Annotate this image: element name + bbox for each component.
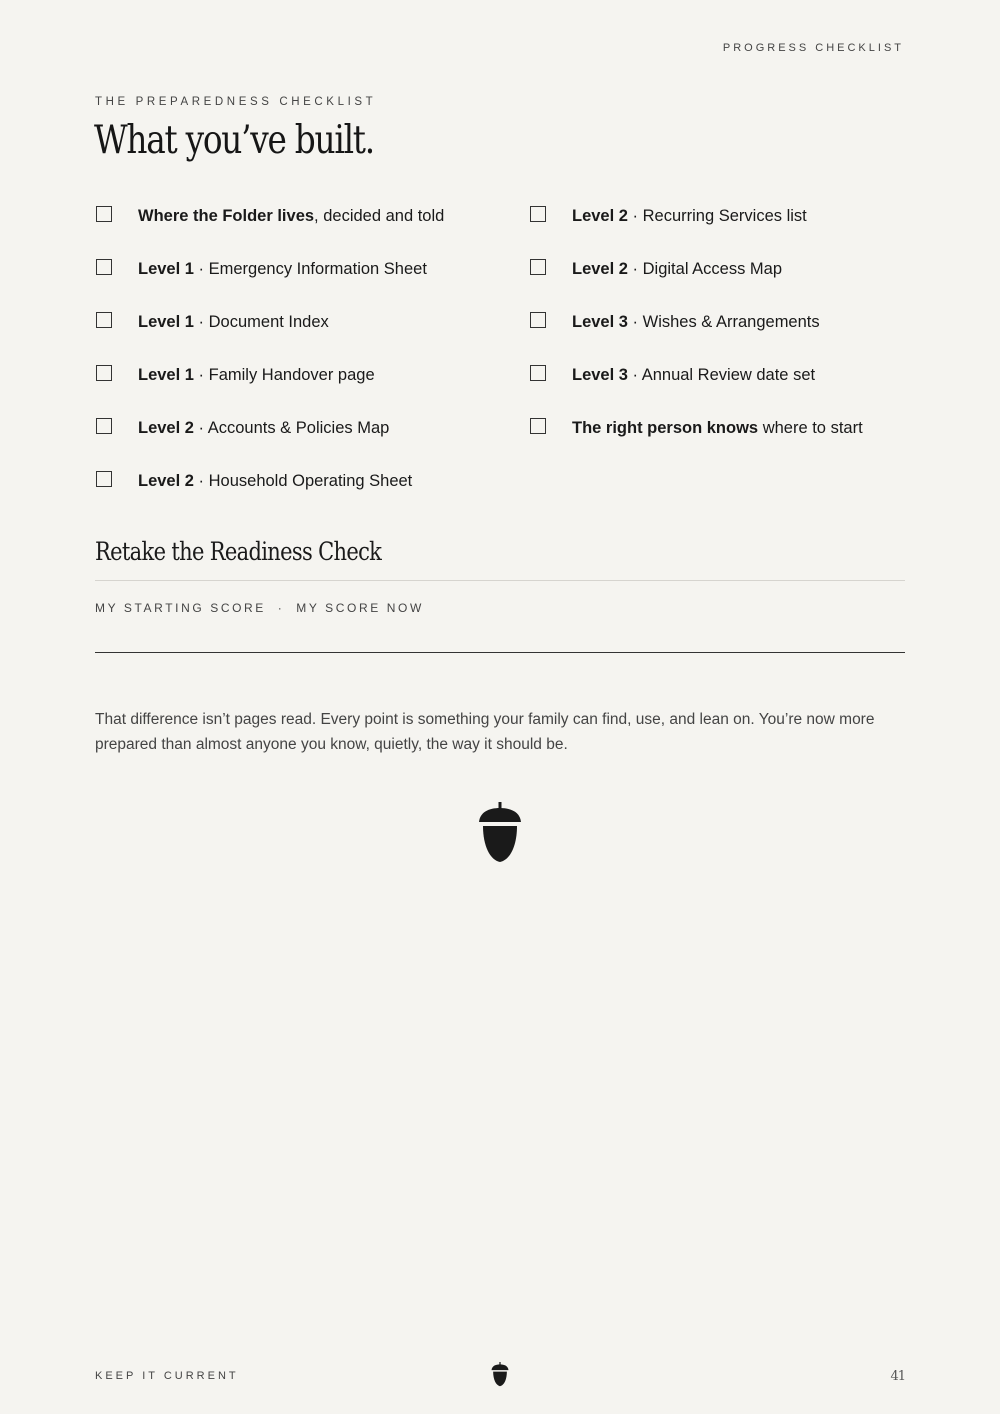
- acorn-icon: [478, 802, 522, 869]
- checkbox[interactable]: [96, 471, 112, 487]
- checkbox[interactable]: [530, 259, 546, 275]
- checklist-item[interactable]: [529, 257, 909, 310]
- checklist-item-label: [138, 472, 412, 491]
- checklist-item[interactable]: [95, 310, 475, 363]
- checklist-item-label: [572, 207, 807, 226]
- checklist-item[interactable]: [95, 416, 475, 469]
- checkbox[interactable]: [96, 312, 112, 328]
- checklist-item-bold: Level 1: [138, 260, 194, 278]
- checklist-item-rest: · Wishes & Arrangements: [627, 313, 820, 331]
- checklist-item[interactable]: [529, 204, 909, 257]
- checklist-item-rest: · Emergency Information Sheet: [193, 260, 427, 278]
- checklist-item-rest: · Annual Review date set: [627, 366, 816, 384]
- checkbox[interactable]: [530, 206, 546, 222]
- checklist-left: [95, 204, 475, 522]
- checklist-item-bold: Level 2: [138, 419, 194, 437]
- page-number: 41: [890, 1369, 905, 1384]
- checklist-item-rest: where to start: [758, 419, 863, 437]
- checklist-item-bold: Level 1: [138, 366, 194, 384]
- checklist-item-label: [138, 260, 427, 279]
- checklist-item-rest: · Recurring Services list: [627, 207, 807, 225]
- checklist-item-label: [138, 366, 375, 385]
- checkbox[interactable]: [530, 418, 546, 434]
- score-label: MY STARTING SCORE · MY SCORE NOW: [95, 601, 424, 615]
- score-write-line[interactable]: [95, 652, 905, 653]
- checkbox[interactable]: [96, 365, 112, 381]
- checklist-item-label: [572, 260, 782, 279]
- checkbox[interactable]: [530, 365, 546, 381]
- divider: [95, 580, 905, 581]
- checklist-item[interactable]: [95, 257, 475, 310]
- checklist-item-label: [138, 207, 444, 226]
- checklist-item[interactable]: [529, 363, 909, 416]
- checklist-item-bold: Level 3: [572, 313, 628, 331]
- checklist-item-bold: Where the Folder lives: [138, 207, 315, 225]
- section-title: Retake the Readiness Check: [95, 537, 382, 566]
- checklist-item-bold: Level 2: [572, 260, 628, 278]
- acorn-icon: [491, 1362, 509, 1392]
- checkbox[interactable]: [96, 418, 112, 434]
- checklist-item-bold: Level 1: [138, 313, 194, 331]
- checklist-item[interactable]: [95, 363, 475, 416]
- checklist-item-rest: , decided and told: [314, 207, 445, 225]
- checklist-right: [529, 204, 909, 469]
- checklist-item-bold: The right person knows: [572, 419, 759, 437]
- running-head: PROGRESS CHECKLIST: [722, 42, 904, 54]
- checklist-item-rest: · Accounts & Policies Map: [193, 419, 390, 437]
- checklist-item-label: [572, 419, 863, 438]
- checklist-item[interactable]: [529, 416, 909, 469]
- body-paragraph: That difference isn’t pages read. Every point is something your family can find, use, and lean on. You’re now more prepared than almost anyone you know, quietly, the way it should be.: [95, 711, 875, 753]
- checklist-item-rest: · Household Operating Sheet: [193, 472, 413, 490]
- kicker: THE PREPAREDNESS CHECKLIST: [95, 96, 377, 108]
- checklist-item-bold: Level 2: [138, 472, 194, 490]
- checklist-item-label: [138, 313, 329, 332]
- checklist-item-rest: · Document Index: [193, 313, 329, 331]
- checklist-item[interactable]: [529, 310, 909, 363]
- checklist-item-rest: · Digital Access Map: [627, 260, 783, 278]
- checklist-item[interactable]: [95, 469, 475, 522]
- checklist-item-label: [138, 419, 389, 438]
- checkbox[interactable]: [530, 312, 546, 328]
- checklist-item[interactable]: [95, 204, 475, 257]
- checkbox[interactable]: [96, 206, 112, 222]
- checklist-item-bold: Level 3: [572, 366, 628, 384]
- checklist-item-bold: Level 2: [572, 207, 628, 225]
- page-title: What you’ve built.: [94, 118, 374, 163]
- checklist-item-label: [572, 366, 815, 385]
- checklist-item-rest: · Family Handover page: [193, 366, 375, 384]
- checklist-item-label: [572, 313, 820, 332]
- footer-label: KEEP IT CURRENT: [95, 1370, 239, 1382]
- checkbox[interactable]: [96, 259, 112, 275]
